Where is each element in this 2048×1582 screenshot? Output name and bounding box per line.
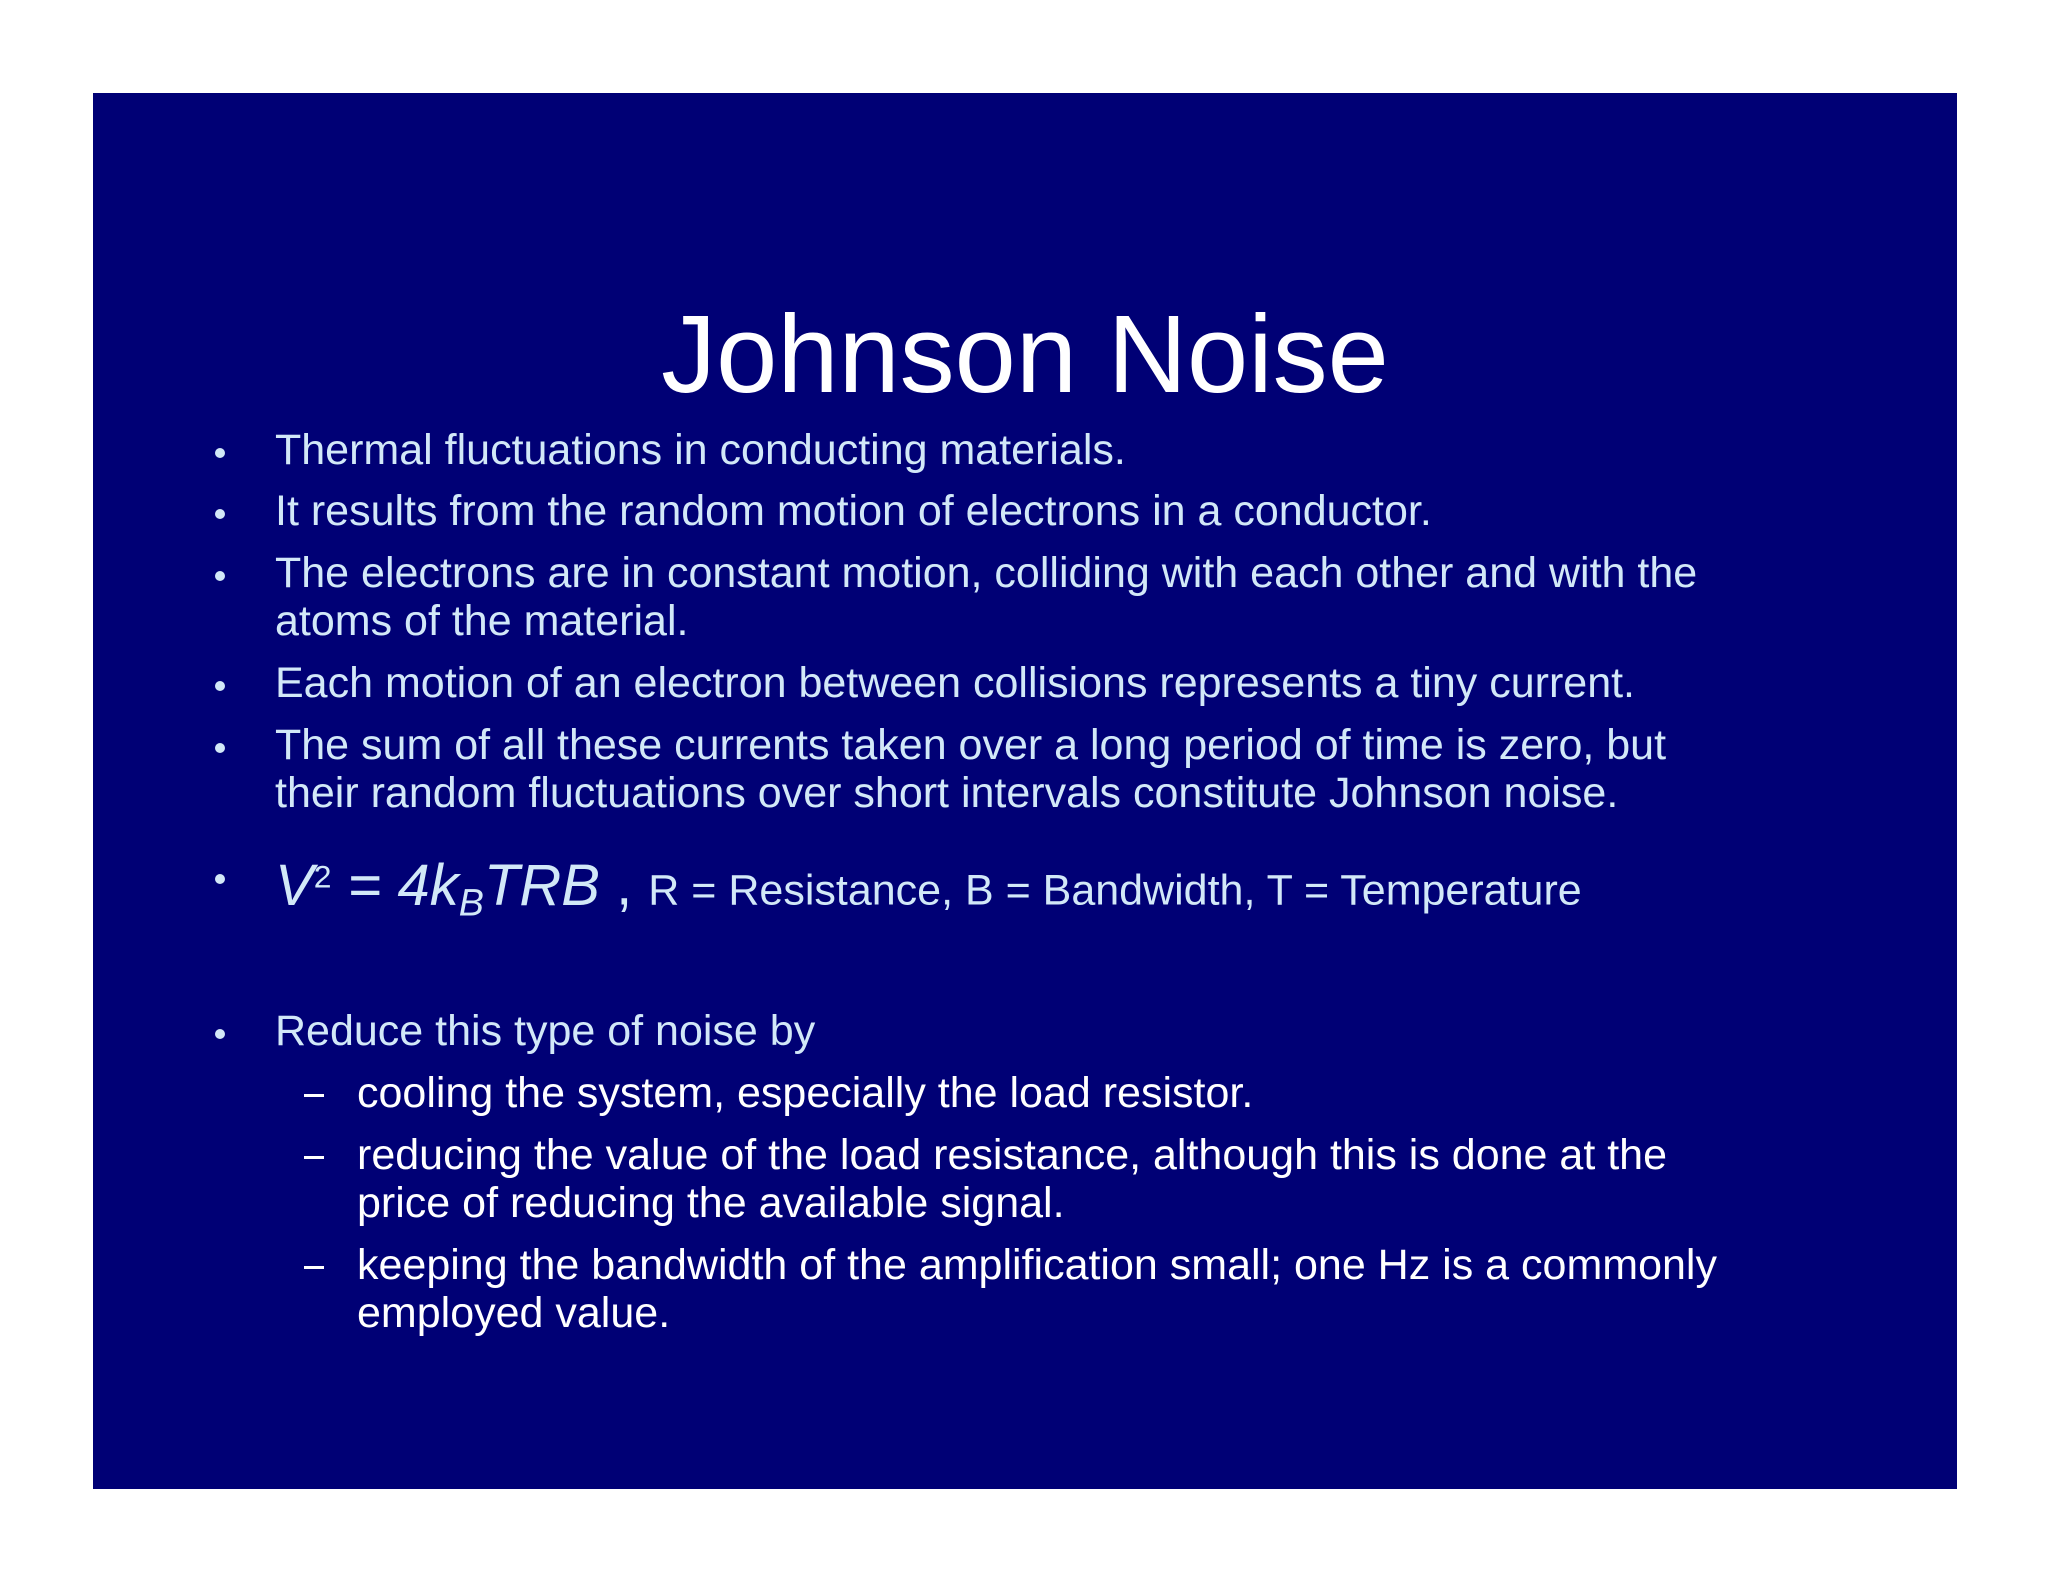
dash-icon — [93, 1241, 133, 1290]
bullet-text: It results from the random motion of electrons in a conductor. — [275, 487, 1432, 535]
formula-v: V — [275, 852, 314, 918]
sub-bullet-text-line-2: employed value. — [357, 1289, 671, 1337]
bullet-dot-icon — [93, 426, 133, 475]
dash-icon — [93, 1131, 133, 1180]
bullet-text-line-1: The sum of all these currents taken over a long period of time is zero, but — [275, 721, 1667, 769]
bullet-text: Each motion of an electron between collisions represents a tiny current. — [275, 659, 1636, 707]
bullet-dot-icon — [93, 721, 133, 770]
formula-subscript: B — [458, 881, 484, 924]
bullet-dot-icon — [93, 487, 133, 536]
formula-equals: = 4k — [331, 852, 459, 918]
johnson-noise-formula — [275, 841, 1582, 937]
bullet-dot-icon — [93, 549, 133, 598]
dash-icon — [93, 1069, 133, 1118]
sub-bullet-text-line-1: keeping the bandwidth of the amplification small; one Hz is a commonly — [357, 1241, 1717, 1289]
formula-rest: TRB — [483, 852, 600, 918]
bullet-dot-icon — [93, 1007, 133, 1056]
slide-title: Johnson Noise — [661, 293, 1389, 416]
bullet-text: Thermal fluctuations in conducting materials. — [275, 426, 1126, 474]
sub-bullet-text-line-2: price of reducing the available signal. — [357, 1179, 1065, 1227]
sub-bullet-text: cooling the system, especially the load resistor. — [357, 1069, 1254, 1117]
formula-exponent: 2 — [313, 858, 332, 894]
bullet-text: Reduce this type of noise by — [275, 1007, 816, 1055]
formula-legend: R = Resistance, B = Bandwidth, T = Temperature — [648, 866, 1582, 915]
bullet-dot-icon — [93, 659, 133, 708]
bullet-list — [93, 93, 1957, 1489]
bullet-text-line-2: their random fluctuations over short intervals constitute Johnson noise. — [275, 769, 1619, 817]
slide — [93, 93, 1957, 1489]
bullet-text-line-2: atoms of the material. — [275, 597, 689, 645]
sub-bullet-text-line-1: reducing the value of the load resistance, although this is done at the — [357, 1131, 1667, 1179]
bullet-dot-icon — [93, 841, 133, 911]
formula-comma: , — [616, 852, 649, 918]
bullet-text-line-1: The electrons are in constant motion, colliding with each other and with the — [275, 549, 1698, 597]
